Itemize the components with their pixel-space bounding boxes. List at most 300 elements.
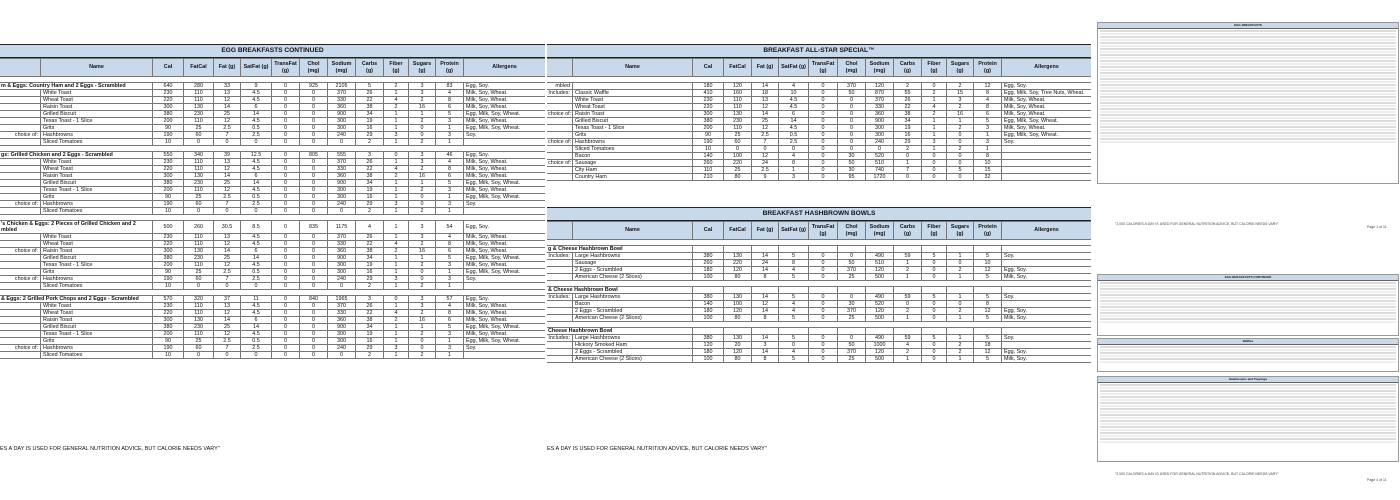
- value-cell: 8: [974, 104, 1002, 111]
- value-cell: 1: [384, 194, 409, 201]
- value-cell: 180: [693, 308, 724, 315]
- value-cell: 25: [838, 274, 866, 281]
- value-cell: 2: [947, 146, 974, 153]
- row-prefix: Includes:: [547, 253, 573, 260]
- value-cell: 0: [300, 234, 328, 241]
- value-cell: 4.5: [241, 331, 272, 338]
- item-name: Raisin Toast: [573, 111, 693, 118]
- allergens-cell: Milk, Soy, Wheat.: [464, 317, 546, 324]
- value-cell: 1: [409, 324, 436, 331]
- value-cell: 2: [384, 173, 409, 180]
- value-cell: [866, 246, 894, 253]
- value-cell: 3: [779, 174, 809, 181]
- column-header-cal: Cal: [693, 59, 724, 77]
- column-header-carbs: Carbs (g): [356, 59, 384, 77]
- value-cell: 0: [184, 352, 214, 359]
- item-row: [0, 338, 545, 345]
- item-name: Grits: [41, 338, 153, 345]
- value-cell: 2: [409, 241, 436, 248]
- item-row: [0, 111, 545, 118]
- value-cell: 1: [384, 324, 409, 331]
- value-cell: 12: [214, 97, 241, 104]
- value-cell: 5: [974, 315, 1002, 322]
- allergens-cell: Soy.: [464, 132, 546, 139]
- value-cell: 1: [409, 180, 436, 187]
- value-cell: 0: [272, 152, 300, 159]
- item-row: [0, 276, 545, 283]
- thumb-row: [1100, 361, 1396, 363]
- value-cell: 380: [153, 255, 184, 262]
- value-cell: [974, 328, 1002, 335]
- value-cell: 6: [241, 248, 272, 255]
- allergens-cell: Milk, Soy, Wheat.: [1002, 104, 1092, 111]
- thumb-page-number: Page 4 of 11: [1367, 478, 1387, 482]
- value-cell: 8: [436, 166, 464, 173]
- value-cell: 2: [409, 283, 436, 290]
- value-cell: 0: [922, 267, 947, 274]
- value-cell: 300: [328, 262, 356, 269]
- value-cell: 8: [974, 90, 1002, 97]
- thumb-row: [1100, 426, 1396, 428]
- value-cell: 900: [328, 111, 356, 118]
- value-cell: 1: [409, 111, 436, 118]
- value-cell: 320: [184, 296, 214, 303]
- thumb-row: [1100, 288, 1396, 290]
- row-prefix: [547, 349, 573, 356]
- thumb-row: [1100, 441, 1396, 443]
- value-cell: [922, 287, 947, 294]
- value-cell: 3: [384, 201, 409, 208]
- thumb-row: [1100, 78, 1396, 80]
- item-row: [547, 83, 1091, 90]
- item-name: 2 Eggs - Scrambled: [573, 308, 693, 315]
- column-header-name: Name: [41, 59, 153, 77]
- item-row: [0, 201, 545, 208]
- value-cell: 0: [809, 356, 838, 363]
- value-cell: 14: [752, 267, 779, 274]
- thumb-row: [1100, 315, 1396, 317]
- row-prefix: [0, 352, 41, 359]
- row-prefix: [0, 187, 41, 194]
- value-cell: 1: [894, 260, 922, 267]
- value-cell: 1: [436, 194, 464, 201]
- value-cell: 4.5: [779, 104, 809, 111]
- meal-name-text: g & Cheese Hashbrown Bowl: [548, 246, 623, 252]
- value-cell: 1965: [328, 296, 356, 303]
- value-cell: 1: [779, 167, 809, 174]
- value-cell: 0: [809, 267, 838, 274]
- value-cell: 4: [779, 153, 809, 160]
- value-cell: 2.5: [214, 269, 241, 276]
- value-cell: 3: [974, 125, 1002, 132]
- value-cell: 1: [436, 139, 464, 146]
- thumb-row: [1100, 99, 1396, 101]
- value-cell: 360: [328, 317, 356, 324]
- value-cell: 2: [356, 352, 384, 359]
- item-name: White Toast: [41, 90, 153, 97]
- value-cell: 0: [272, 208, 300, 215]
- value-cell: 0: [838, 97, 866, 104]
- meal-name-text: Cheese Hashbrown Bowl: [548, 328, 613, 334]
- allergens-cell: [464, 352, 546, 359]
- item-row: [547, 301, 1091, 308]
- value-cell: 0: [184, 208, 214, 215]
- value-cell: 8: [779, 260, 809, 267]
- value-cell: 9: [241, 83, 272, 90]
- column-header-fat: Fat (g): [214, 59, 241, 77]
- allergens-cell: Egg, Soy.: [464, 296, 546, 303]
- value-cell: 30: [838, 167, 866, 174]
- value-cell: 2: [894, 349, 922, 356]
- value-cell: 0: [328, 139, 356, 146]
- value-cell: 2: [947, 342, 974, 349]
- row-prefix: [0, 111, 41, 118]
- value-cell: 0: [272, 241, 300, 248]
- value-cell: 0: [300, 324, 328, 331]
- value-cell: 555: [328, 152, 356, 159]
- value-cell: 3: [409, 221, 436, 234]
- value-cell: 4.5: [241, 159, 272, 166]
- value-cell: 110: [184, 90, 214, 97]
- value-cell: 3: [922, 139, 947, 146]
- value-cell: 380: [153, 180, 184, 187]
- row-prefix: [0, 173, 41, 180]
- thumb-footnote: "2,000 CALORIES A DAY IS USED FOR GENERAL NUTRITION ADVICE, BUT CALORIE NEEDS VARY": [1115, 472, 1279, 476]
- value-cell: 29: [356, 276, 384, 283]
- column-header-satfat: SatFat (g): [241, 59, 272, 77]
- item-name: Texas Toast - 1 Slice: [41, 331, 153, 338]
- value-cell: 0: [272, 345, 300, 352]
- value-cell: 1: [384, 159, 409, 166]
- thumb-row: [1100, 306, 1396, 308]
- nutrition-table-hashbrown-bowls: [547, 221, 1091, 363]
- item-row: [0, 173, 545, 180]
- value-cell: 2: [409, 118, 436, 125]
- value-cell: 19: [356, 118, 384, 125]
- allergens-cell: Egg, Milk, Soy, Wheat.: [464, 111, 546, 118]
- allergens-cell: Soy.: [464, 345, 546, 352]
- allergens-cell: Milk, Soy, Wheat.: [464, 104, 546, 111]
- value-cell: 0: [300, 310, 328, 317]
- value-cell: 12: [752, 153, 779, 160]
- value-cell: 8: [436, 241, 464, 248]
- value-cell: 0: [809, 160, 838, 167]
- value-cell: 1: [384, 118, 409, 125]
- value-cell: 4.5: [241, 310, 272, 317]
- value-cell: 4.5: [241, 187, 272, 194]
- item-row: [0, 234, 545, 241]
- allergens-cell: Soy.: [1002, 335, 1092, 342]
- value-cell: 0: [922, 83, 947, 90]
- thumb-row: [1100, 402, 1396, 404]
- value-cell: 120: [724, 308, 752, 315]
- value-cell: 0: [809, 167, 838, 174]
- value-cell: 4: [436, 90, 464, 97]
- row-prefix: choice of:: [0, 248, 41, 255]
- value-cell: 2: [947, 349, 974, 356]
- value-cell: 24: [752, 260, 779, 267]
- allergens-cell: Milk, Soy, Wheat.: [464, 241, 546, 248]
- value-cell: 6: [779, 111, 809, 118]
- value-cell: 50: [838, 342, 866, 349]
- value-cell: 0: [838, 253, 866, 260]
- value-cell: 0: [272, 139, 300, 146]
- value-cell: 2: [922, 111, 947, 118]
- thumb-row: [1100, 321, 1396, 323]
- allergens-cell: Milk, Soy, Wheat.: [464, 262, 546, 269]
- value-cell: 12: [214, 262, 241, 269]
- thumb-row: [1100, 309, 1396, 311]
- row-prefix: choice of:: [547, 139, 573, 146]
- value-cell: 8: [779, 160, 809, 167]
- value-cell: 2: [409, 187, 436, 194]
- value-cell: 300: [328, 194, 356, 201]
- thumb-row: [1100, 438, 1396, 440]
- value-cell: 190: [153, 132, 184, 139]
- column-header-transfat: TransFat (g): [809, 222, 838, 240]
- value-cell: 1: [894, 274, 922, 281]
- item-name: Grilled Biscuit: [41, 324, 153, 331]
- value-cell: 0: [809, 253, 838, 260]
- item-name: [573, 83, 693, 90]
- value-cell: 0: [947, 260, 974, 267]
- value-cell: 520: [866, 301, 894, 308]
- value-cell: 0: [272, 317, 300, 324]
- value-cell: 0: [272, 262, 300, 269]
- value-cell: 1: [384, 111, 409, 118]
- value-cell: 100: [693, 356, 724, 363]
- value-cell: 840: [300, 296, 328, 303]
- item-name: American Cheese (2 Slices): [573, 356, 693, 363]
- value-cell: 25: [214, 255, 241, 262]
- thumbnail-page-1[interactable]: [1095, 20, 1400, 235]
- row-prefix: [0, 125, 41, 132]
- value-cell: 0: [272, 118, 300, 125]
- row-prefix: [547, 146, 573, 153]
- value-cell: 100: [724, 301, 752, 308]
- value-cell: 210: [693, 174, 724, 181]
- value-cell: 3: [384, 345, 409, 352]
- value-cell: 10: [779, 90, 809, 97]
- column-header-transfat: TransFat (g): [272, 59, 300, 77]
- item-name: City Ham: [573, 167, 693, 174]
- item-name: Sliced Tomatoes: [41, 352, 153, 359]
- value-cell: 2: [922, 90, 947, 97]
- value-cell: 0: [272, 324, 300, 331]
- thumb-row: [1100, 303, 1396, 305]
- column-header-fiber: Fiber (g): [922, 222, 947, 240]
- item-name: Bacon: [573, 301, 693, 308]
- value-cell: 2: [894, 308, 922, 315]
- value-cell: 1: [436, 269, 464, 276]
- value-cell: 8: [752, 356, 779, 363]
- value-cell: 180: [693, 267, 724, 274]
- value-cell: 3: [409, 234, 436, 241]
- item-name: Wheat Toast: [41, 166, 153, 173]
- value-cell: 34: [356, 324, 384, 331]
- item-row: [547, 139, 1091, 146]
- value-cell: 0: [300, 248, 328, 255]
- value-cell: 14: [214, 104, 241, 111]
- value-cell: 25: [184, 338, 214, 345]
- value-cell: 5: [436, 111, 464, 118]
- value-cell: 300: [153, 104, 184, 111]
- item-row: [547, 132, 1091, 139]
- value-cell: 0: [809, 97, 838, 104]
- value-cell: 0: [779, 146, 809, 153]
- allergens-cell: Milk, Soy, Wheat.: [464, 97, 546, 104]
- thumb-row: [1100, 291, 1396, 293]
- value-cell: 130: [724, 335, 752, 342]
- value-cell: 110: [184, 234, 214, 241]
- value-cell: 12: [214, 241, 241, 248]
- value-cell: 0: [922, 356, 947, 363]
- value-cell: 0: [272, 166, 300, 173]
- allergens-cell: Egg, Milk, Soy, Wheat.: [1002, 118, 1092, 125]
- value-cell: 230: [153, 90, 184, 97]
- value-cell: 230: [184, 324, 214, 331]
- value-cell: 2: [409, 139, 436, 146]
- value-cell: 200: [153, 331, 184, 338]
- item-name: Hickory Smoked Ham: [573, 342, 693, 349]
- item-name: Sliced Tomatoes: [41, 283, 153, 290]
- value-cell: 500: [866, 274, 894, 281]
- thumb-row: [1100, 358, 1396, 360]
- allergens-cell: Egg, Milk, Soy, Wheat.: [464, 194, 546, 201]
- value-cell: 300: [693, 111, 724, 118]
- allergens-cell: Milk, Soy, Wheat.: [464, 118, 546, 125]
- allergens-cell: Egg, Soy.: [1002, 308, 1092, 315]
- value-cell: 3: [436, 262, 464, 269]
- item-name: Grits: [41, 194, 153, 201]
- value-cell: 3: [974, 139, 1002, 146]
- value-cell: 38: [894, 111, 922, 118]
- thumbnail-page-4[interactable]: [1095, 272, 1400, 494]
- value-cell: 0: [809, 111, 838, 118]
- value-cell: 26: [356, 159, 384, 166]
- value-cell: 1: [384, 255, 409, 262]
- value-cell: 0: [300, 97, 328, 104]
- value-cell: 14: [752, 294, 779, 301]
- thumb-row: [1100, 102, 1396, 104]
- value-cell: 0: [328, 208, 356, 215]
- row-prefix: [547, 342, 573, 349]
- value-cell: 0: [272, 234, 300, 241]
- value-cell: [838, 287, 866, 294]
- value-cell: 490: [866, 294, 894, 301]
- value-cell: 190: [153, 345, 184, 352]
- thumb-row: [1100, 45, 1396, 47]
- value-cell: 1: [384, 303, 409, 310]
- value-cell: 4: [779, 301, 809, 308]
- value-cell: 0: [272, 187, 300, 194]
- value-cell: 6: [436, 173, 464, 180]
- item-name: Sliced Tomatoes: [41, 139, 153, 146]
- thumb-row: [1100, 120, 1396, 122]
- value-cell: 14: [214, 248, 241, 255]
- value-cell: 0: [272, 221, 300, 234]
- item-name: 2 Eggs - Scrambled: [573, 349, 693, 356]
- value-cell: 25: [214, 180, 241, 187]
- value-cell: 90: [153, 125, 184, 132]
- value-cell: 12: [752, 104, 779, 111]
- thumb-title: Waffles: [1098, 339, 1398, 345]
- value-cell: 110: [184, 159, 214, 166]
- value-cell: 380: [153, 111, 184, 118]
- value-cell: 10: [153, 352, 184, 359]
- value-cell: 1: [974, 132, 1002, 139]
- allergens-cell: Milk, Soy, Wheat.: [464, 234, 546, 241]
- value-cell: 12.5: [241, 152, 272, 159]
- value-cell: 4.5: [241, 97, 272, 104]
- value-cell: 410: [693, 90, 724, 97]
- item-row: [0, 317, 545, 324]
- value-cell: 4: [436, 234, 464, 241]
- value-cell: 2: [409, 166, 436, 173]
- value-cell: 12: [214, 166, 241, 173]
- value-cell: 0: [894, 174, 922, 181]
- thumb-row: [1100, 384, 1396, 386]
- value-cell: 0: [328, 352, 356, 359]
- value-cell: 220: [153, 166, 184, 173]
- value-cell: 2.5: [241, 276, 272, 283]
- value-cell: 2: [894, 146, 922, 153]
- value-cell: 38: [356, 104, 384, 111]
- value-cell: 5: [974, 294, 1002, 301]
- value-cell: 1: [436, 352, 464, 359]
- value-cell: 260: [184, 221, 214, 234]
- value-cell: 83: [436, 83, 464, 90]
- value-cell: [809, 287, 838, 294]
- value-cell: 19: [356, 187, 384, 194]
- value-cell: 80: [724, 174, 752, 181]
- value-cell: 360: [328, 104, 356, 111]
- value-cell: 110: [724, 104, 752, 111]
- value-cell: 22: [356, 97, 384, 104]
- value-cell: 1: [409, 255, 436, 262]
- value-cell: 260: [693, 260, 724, 267]
- value-cell: 14: [779, 118, 809, 125]
- value-cell: 1: [947, 253, 974, 260]
- value-cell: 490: [866, 253, 894, 260]
- value-cell: 0: [241, 208, 272, 215]
- item-row: [0, 159, 545, 166]
- value-cell: 370: [838, 308, 866, 315]
- meal-row: [547, 246, 1091, 253]
- value-cell: 5: [779, 315, 809, 322]
- value-cell: 16: [356, 269, 384, 276]
- value-cell: 2: [356, 283, 384, 290]
- value-cell: 230: [693, 97, 724, 104]
- value-cell: 5: [779, 294, 809, 301]
- item-name: Hashbrowns: [41, 345, 153, 352]
- value-cell: 4: [779, 83, 809, 90]
- value-cell: 1: [384, 187, 409, 194]
- value-cell: 180: [693, 349, 724, 356]
- value-cell: 5: [779, 335, 809, 342]
- value-cell: 2: [947, 308, 974, 315]
- value-cell: 3: [752, 342, 779, 349]
- column-header-sodium: Sodium (mg): [866, 222, 894, 240]
- item-row: [0, 248, 545, 255]
- value-cell: 16: [409, 173, 436, 180]
- item-name: White Toast: [41, 234, 153, 241]
- thumb-row: [1100, 423, 1396, 425]
- value-cell: 12: [974, 267, 1002, 274]
- value-cell: 4.5: [241, 262, 272, 269]
- value-cell: 1: [894, 356, 922, 363]
- allergens-cell: [464, 283, 546, 290]
